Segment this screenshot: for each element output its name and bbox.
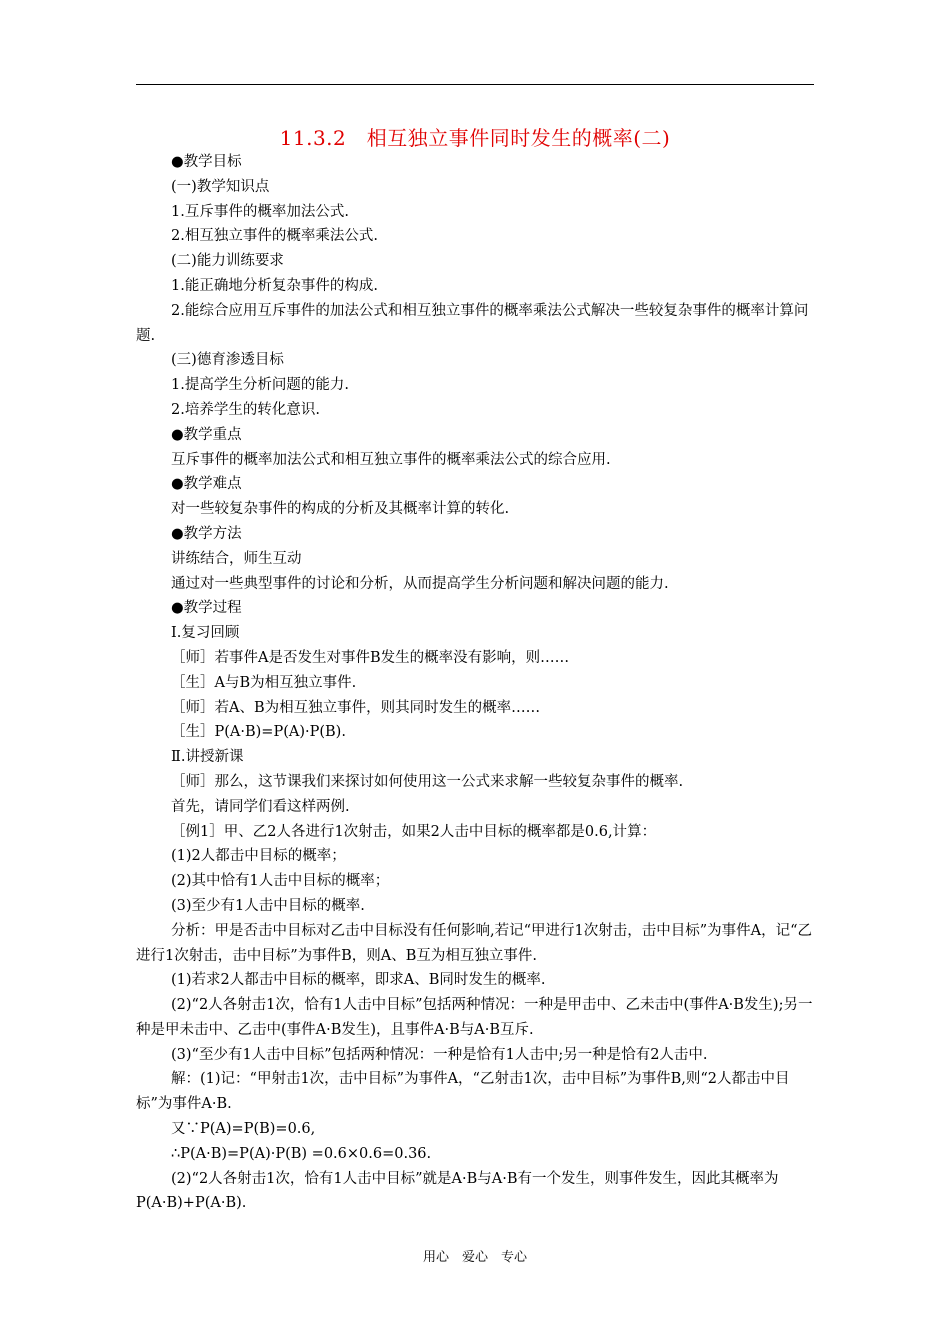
paragraph: 2.培养学生的转化意识. — [171, 401, 320, 418]
dialogue-line: ［师］若事件A是否发生对事件B发生的概率没有影响，则…… — [171, 649, 570, 666]
example-statement: ［例1］甲、乙2人各进行1次射击，如果2人击中目标的概率都是0.6,计算： — [171, 823, 657, 840]
paragraph: 讲练结合，师生互动 — [171, 550, 302, 567]
paragraph: 首先，请同学们看这样两例. — [171, 798, 350, 815]
dialogue-line: ［生］P(A·B)=P(A)·P(B). — [171, 724, 346, 741]
analysis-paragraph: (1)若求2人都击中目标的概率，即求A、B同时发生的概率. — [171, 972, 546, 989]
paragraph: 1.提高学生分析问题的能力. — [171, 377, 349, 394]
analysis-paragraph: (3)“至少有1人击中目标”包括两种情况：一种是恰有1人击中;另一种是恰有2人击中. — [171, 1046, 708, 1063]
header-rule — [136, 84, 814, 85]
dialogue-line: ［师］若A、B为相互独立事件，则其同时发生的概率…… — [171, 699, 541, 716]
subsection-heading: (三)德育渗透目标 — [171, 352, 284, 369]
paragraph: 2.相互独立事件的概率乘法公式. — [171, 228, 378, 245]
analysis-paragraph: 分析：甲是否击中目标对乙击中目标没有任何影响,若记“甲进行1次射击，击中目标”为事件A，记“乙进行1次射击，击中目标”为事件B，则A、B互为相互独立事件. — [136, 922, 813, 964]
page-title: 11.3.2 相互独立事件同时发生的概率(二) — [279, 126, 671, 150]
paragraph: 通过对一些典型事件的讨论和分析，从而提高学生分析问题和解决问题的能力. — [171, 575, 669, 592]
section-heading: ●教学目标 — [171, 154, 242, 170]
example-question: (2)其中恰有1人击中目标的概率； — [171, 873, 390, 890]
page-footer: 用心 爱心 专心 — [422, 1250, 527, 1265]
example-question: (3)至少有1人击中目标的概率. — [171, 897, 365, 914]
dialogue-line: ［师］那么，这节课我们来探讨如何使用这一公式来求解一些较复杂事件的概率. — [171, 773, 684, 790]
section-heading: ●教学方法 — [171, 525, 242, 542]
paragraph: 1.互斥事件的概率加法公式. — [171, 203, 349, 220]
paragraph: 2.能综合应用互斥事件的加法公式和相互独立事件的概率乘法公式解决一些较复杂事件的概率计算问题. — [136, 302, 809, 344]
solution-paragraph: (2)“2人各射击1次，恰有1人击中目标”就是A·B与A·B有一个发生，则事件发生，因此其概率为P(A·B)+P(A·B). — [136, 1170, 779, 1212]
paragraph: 互斥事件的概率加法公式和相互独立事件的概率乘法公式的综合应用. — [171, 451, 611, 468]
subsection-heading: Ⅱ.讲授新课 — [171, 749, 244, 766]
subsection-heading: (一)教学知识点 — [171, 178, 270, 195]
solution-paragraph: 解：(1)记：“甲射击1次，击中目标”为事件A，“乙射击1次，击中目标”为事件B,则“2人都击中目标”为事件A·B. — [136, 1071, 790, 1113]
paragraph: 对一些较复杂事件的构成的分析及其概率计算的转化. — [171, 501, 510, 518]
section-heading: ●教学重点 — [171, 426, 242, 443]
analysis-paragraph: (2)“2人各射击1次，恰有1人击中目标”包括两种情况：一种是甲击中、乙未击中(事件A·B发生);另一种是甲未击中、乙击中(事件A·B发生)，且事件A·B与A·B互斥. — [136, 997, 813, 1038]
subsection-heading: Ⅰ.复习回顾 — [171, 625, 240, 642]
subsection-heading: (二)能力训练要求 — [171, 253, 284, 270]
paragraph: 1.能正确地分析复杂事件的构成. — [171, 277, 378, 294]
dialogue-line: ［生］A与B为相互独立事件. — [171, 674, 357, 691]
solution-paragraph: ∴P(A·B)=P(A)·P(B) =0.6×0.6=0.36. — [171, 1145, 432, 1162]
document-body — [136, 150, 814, 1216]
example-question: (1)2人都击中目标的概率； — [171, 848, 346, 865]
section-heading: ●教学难点 — [171, 476, 242, 493]
section-heading: ●教学过程 — [171, 600, 242, 617]
solution-paragraph: 又∵P(A)=P(B)=0.6, — [171, 1121, 316, 1138]
